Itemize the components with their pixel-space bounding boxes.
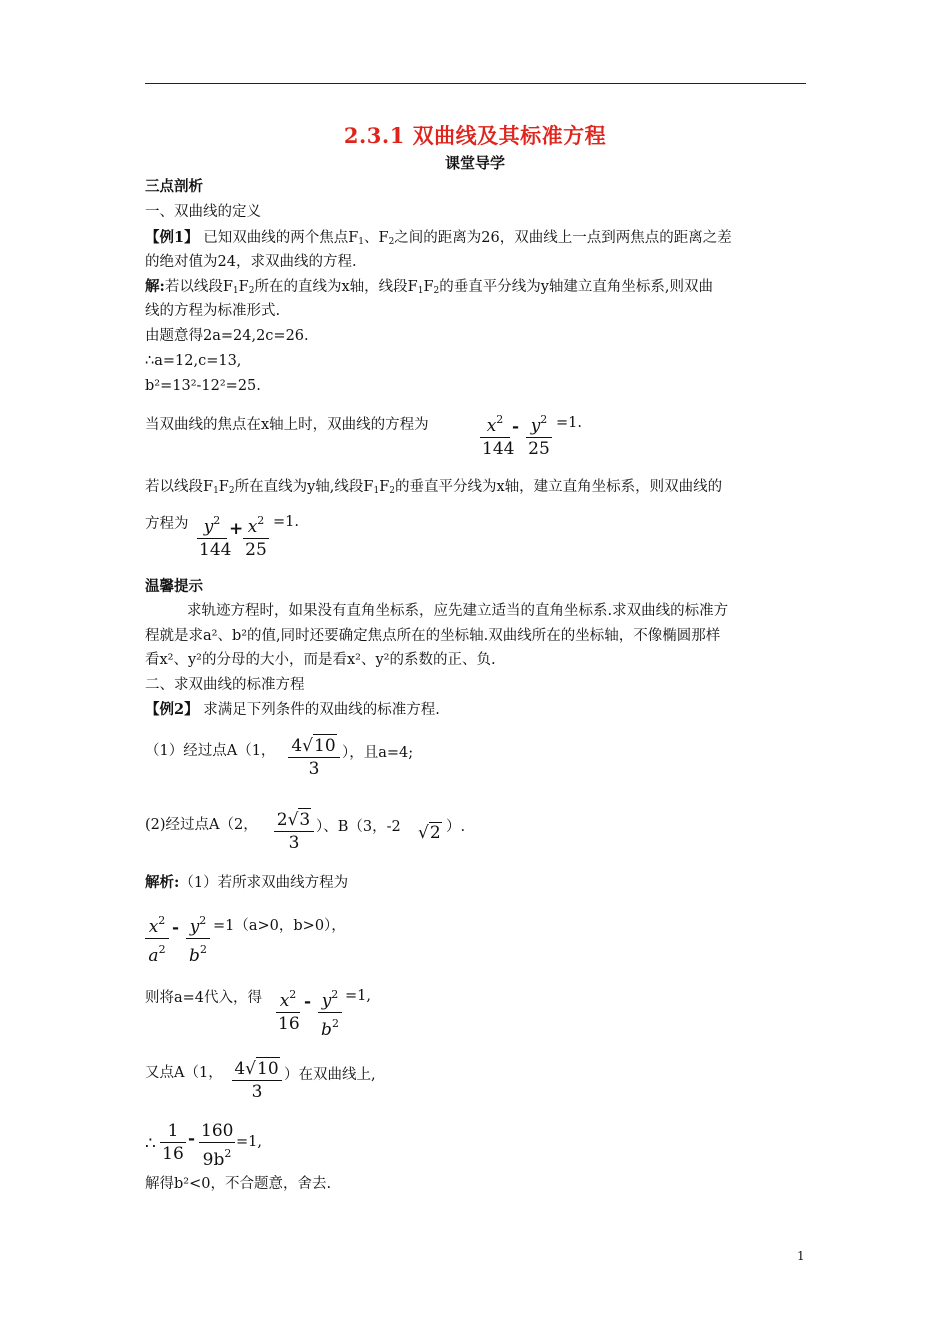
page-title: 2.3.1 双曲线及其标准方程 <box>343 123 607 148</box>
example1-label: 【例1】 <box>145 229 199 246</box>
section-heading: 三点剖析 <box>145 178 203 195</box>
part2-heading: 二、求双曲线的标准方程 <box>145 677 305 693</box>
example1-line1: 【例1】 已知双曲线的两个焦点$F_1$、$F_2$之间的距离为26，双曲线上一点到两焦点的距离之差 <box>145 229 732 247</box>
fraction-y2-b2: $y^2$ $b^2$ <box>186 910 210 967</box>
sqrt2: √2 <box>418 823 441 843</box>
solution1-line1: 解:若以线段$F_1F_2$所在的直线为x轴，线段$F_1F_2$的垂直平分线为y轴建立直角坐标系,则双曲 <box>145 278 714 296</box>
example2-label: 【例2】 <box>145 701 199 718</box>
minus-sign: - <box>172 918 180 938</box>
condition2-a: (2)经过点A（2， <box>145 817 258 833</box>
analysis-line: 解析:（1）若所求双曲线方程为 <box>145 874 349 891</box>
minus-sign: - <box>188 1129 196 1149</box>
fraction-y2-b2-b: $y^2$ $b^2$ <box>318 984 342 1041</box>
tip-line2: 程就是求a²、b²的值,同时还要确定焦点所在的坐标轴.双曲线所在的坐标轴，不像椭圆那样 <box>145 628 721 644</box>
solution-label: 解: <box>145 278 165 295</box>
minus-sign: - <box>304 992 312 1012</box>
case1-text: 当双曲线的焦点在x轴上时，双曲线的方程为 <box>145 417 429 433</box>
fraction-y2-25: $y^2$ 25 <box>526 409 552 460</box>
tip-line3: 看x²、y²的分母的大小，而是看x²、y²的系数的正、负. <box>145 652 496 668</box>
eq1-end: =1（a>0，b>0）， <box>213 918 346 934</box>
solution1-line3: 由题意得2a=24,2c=26. <box>145 328 309 344</box>
page-subtitle: 课堂导学 <box>444 154 505 172</box>
conclusion-line: 解得b²<0，不合题意，舍去. <box>145 1176 332 1192</box>
fraction-x2-144: $x^2$ 144 <box>482 413 515 459</box>
page-number: 1 <box>797 1249 805 1263</box>
case2-line1: 若以线段$F_1F_2$所在直线为y轴,线段$F_1F_2$的垂直平分线为x轴，建立直角坐标系，则双曲线的 <box>145 479 723 496</box>
therefore-symbol: ∴ <box>145 1134 156 1154</box>
fraction-y2-144: $y^2$ 144 <box>199 514 232 560</box>
condition1-b: ），且a=4; <box>342 745 414 761</box>
solution1-line2: 线的方程为标准形式. <box>145 303 281 319</box>
eq3-end: =1, <box>236 1134 262 1150</box>
example1-line2: 的绝对值为24，求双曲线的方程. <box>145 254 357 270</box>
fraction-4sqrt10-3: 4√10 3 <box>288 734 340 780</box>
fraction-2sqrt3-3: 2√3 3 <box>274 808 314 854</box>
tip-line1: 求轨迹方程时，如果没有直角坐标系，应先建立适当的直角坐标系.求双曲线的标准方 <box>187 603 729 619</box>
fraction-x2-25: $x^2$ 25 <box>243 510 269 561</box>
case2-text: 方程为 <box>145 516 189 532</box>
analysis-label: 解析: <box>145 874 180 891</box>
minus-sign: - <box>512 417 520 437</box>
fraction-x2-16: $x^2$ 16 <box>278 988 300 1034</box>
substitute-end: =1, <box>345 988 371 1004</box>
substitute-line: 则将a=4代入，得 <box>145 990 263 1006</box>
part1-heading: 一、双曲线的定义 <box>145 204 261 220</box>
condition2-b: ）、B（3，-2 <box>316 819 401 835</box>
header-rule <box>145 83 806 84</box>
solution1-line5: b²=13²-12²=25. <box>145 378 261 394</box>
point-line-b: ）在双曲线上, <box>284 1067 376 1083</box>
case2-eq-end: =1. <box>273 514 299 530</box>
fraction-x2-a2: $x^2$ $a^2$ <box>145 910 169 967</box>
example2-line: 【例2】 求满足下列条件的双曲线的标准方程. <box>145 701 440 718</box>
plus-sign: + <box>229 519 244 539</box>
solution1-line4: ∴a=12,c=13, <box>145 353 242 369</box>
tip-heading: 温馨提示 <box>145 578 203 595</box>
fraction-160-9b2: 160 $9b^2$ <box>201 1121 234 1170</box>
condition2-c: ）. <box>446 819 466 835</box>
point-line-a: 又点A（1， <box>145 1065 223 1081</box>
fraction-1-16: 1 16 <box>160 1120 186 1165</box>
fraction-4sqrt10-3-b: 4√10 3 <box>232 1057 282 1103</box>
condition1-a: （1）经过点A（1， <box>145 743 276 759</box>
case1-eq-end: =1. <box>556 415 582 431</box>
